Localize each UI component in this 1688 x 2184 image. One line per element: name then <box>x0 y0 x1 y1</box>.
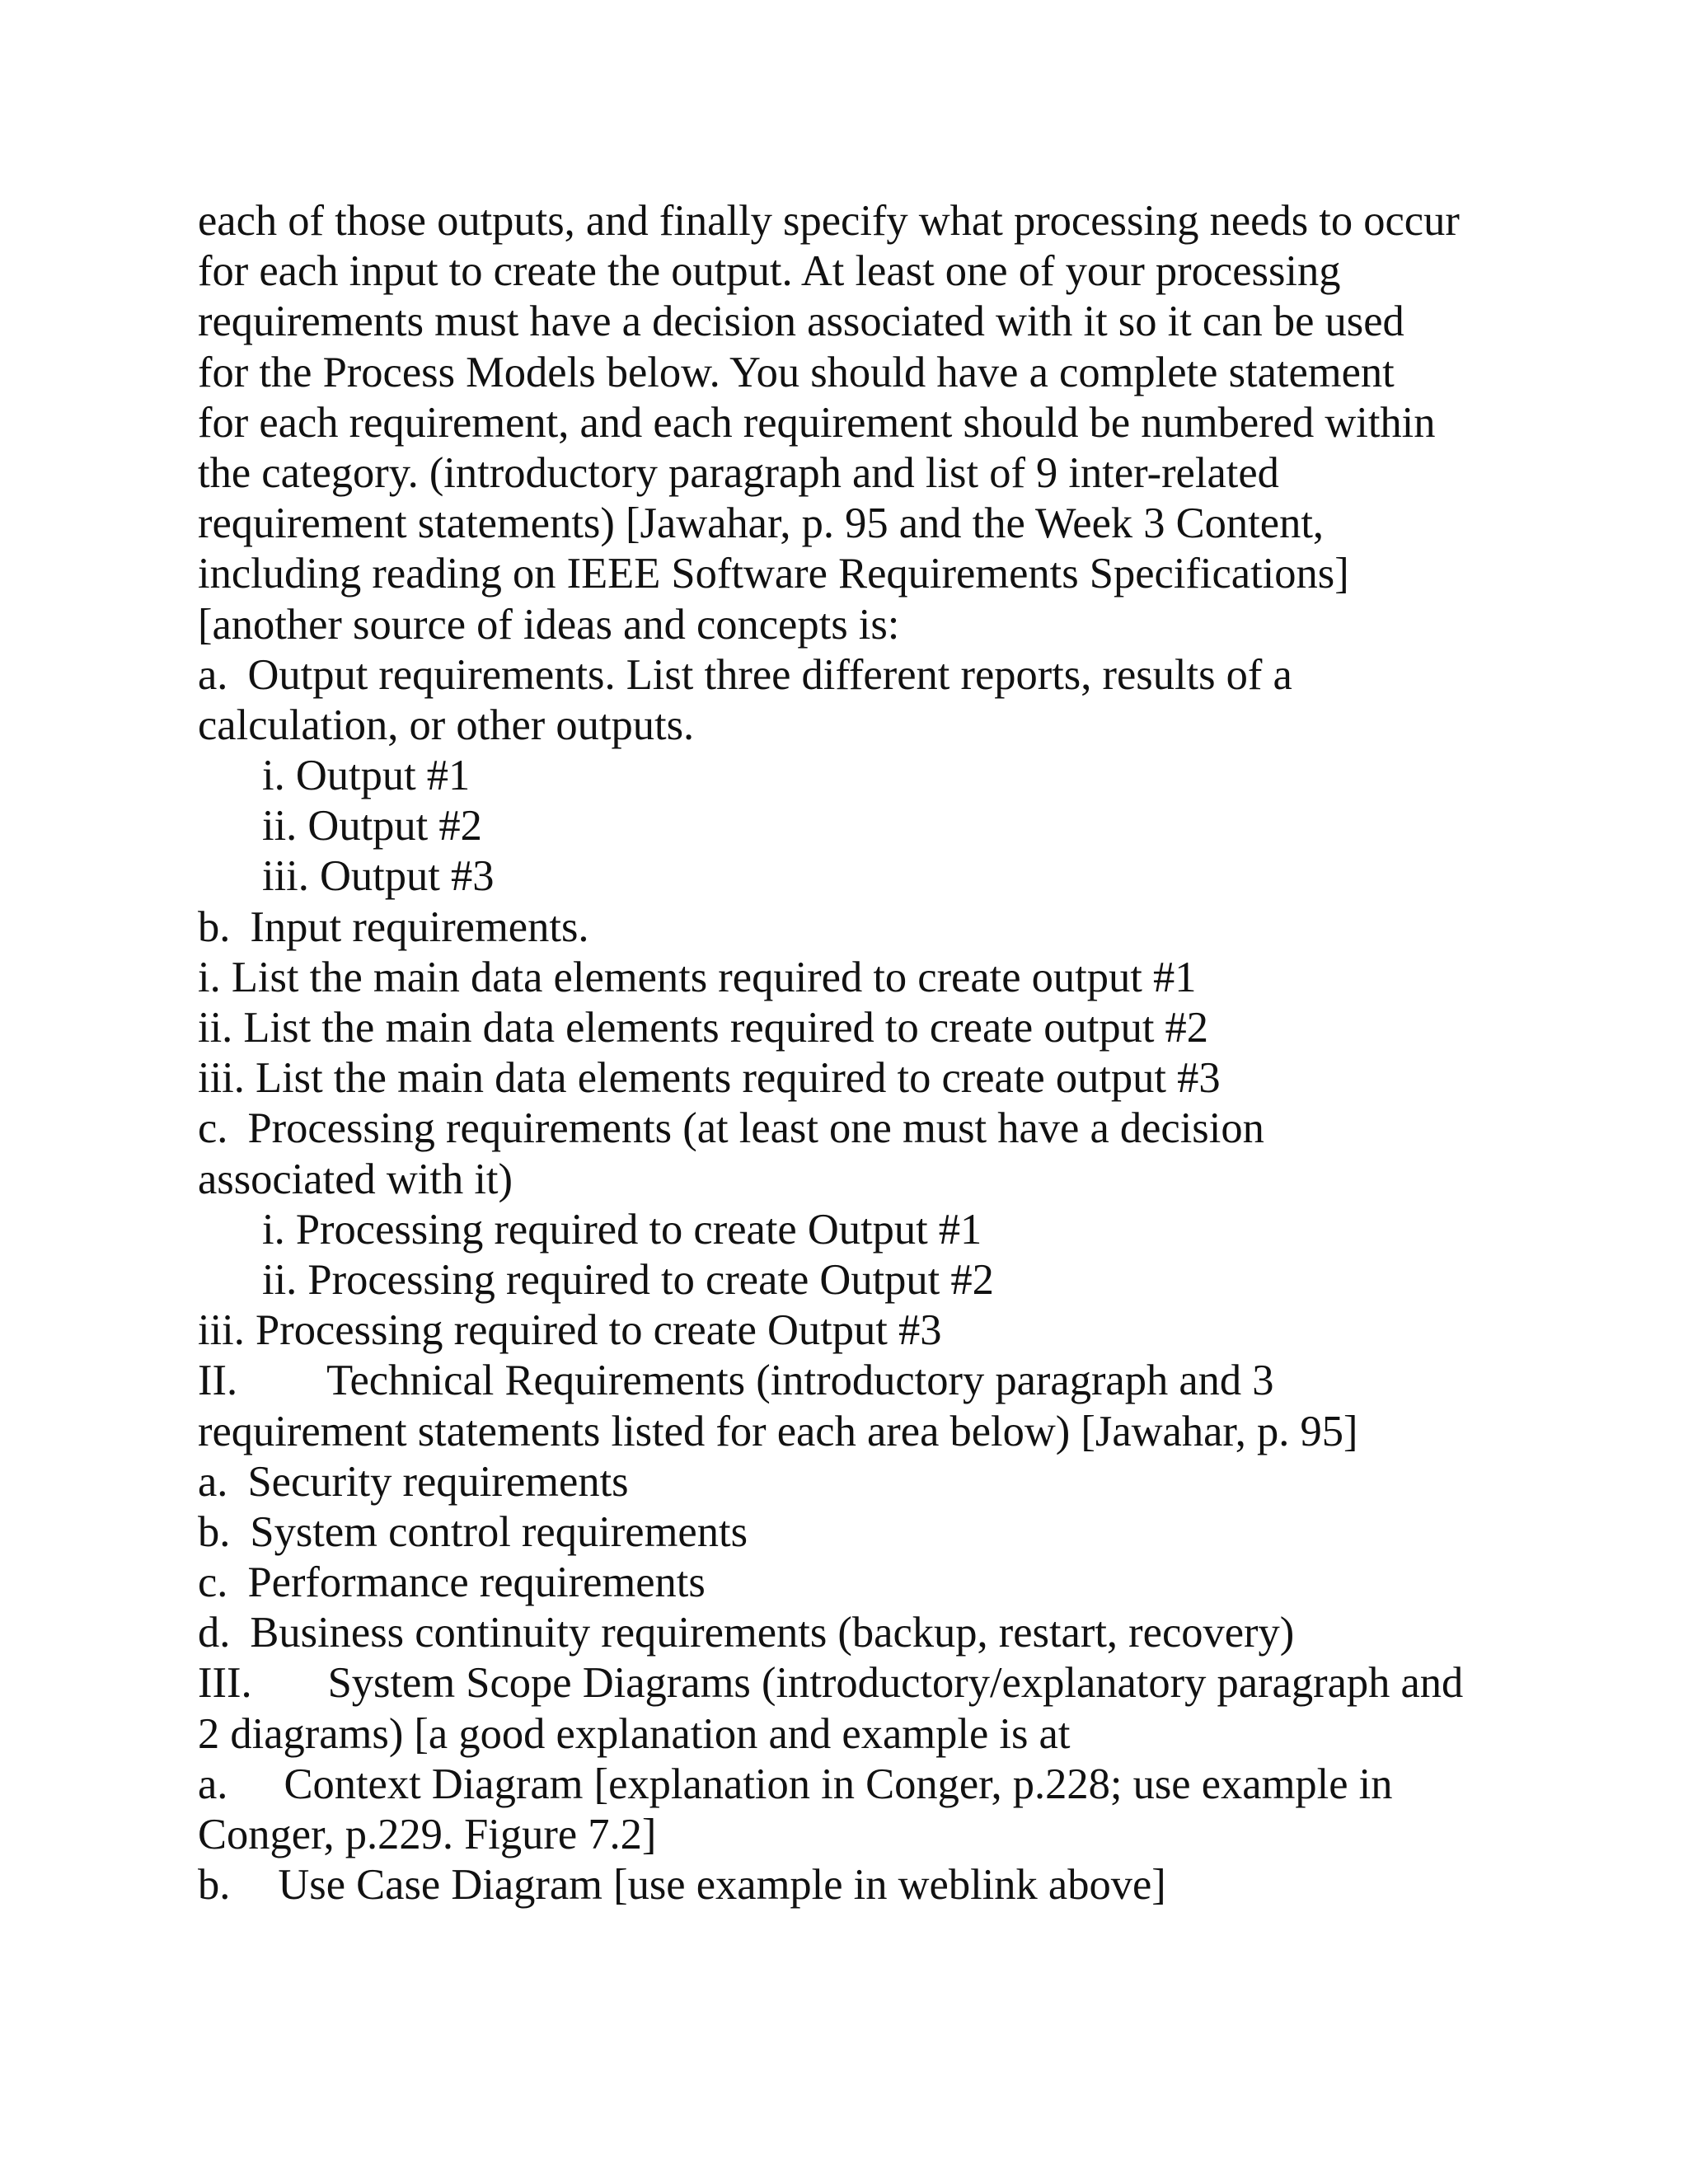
context-diagram-item <box>198 1760 1517 1810</box>
input-item: ii. List the main data elements required to create output #2 <box>198 1004 1209 1052</box>
technical-item <box>198 1558 1517 1608</box>
use-case-diagram-item <box>198 1860 1517 1910</box>
list-marker: c. <box>198 1558 228 1607</box>
technical-requirements-heading <box>198 1356 1517 1406</box>
list-text: System control requirements <box>250 1507 748 1556</box>
intro-line: requirement statements) [Jawahar, p. 95 and the Week 3 Content, <box>198 499 1325 548</box>
scope-diagrams-continuation: 2 diagrams) [a good explanation and example is at <box>198 1709 1071 1758</box>
section-text: System Scope Diagrams (introductory/explanatory paragraph and <box>327 1659 1464 1708</box>
input-item: i. List the main data elements required to create output #1 <box>198 953 1197 1001</box>
list-text: Business continuity requirements (backup, restart, recovery) <box>250 1609 1295 1657</box>
intro-line: for each input to create the output. At least one of your processing <box>198 247 1341 296</box>
intro-line: requirements must have a decision associated with it so it can be used <box>198 298 1404 346</box>
output-item: ii. Output #2 <box>262 802 482 851</box>
list-marker: b. <box>198 1507 231 1556</box>
intro-line: [another source of ideas and concepts is: <box>198 600 900 649</box>
intro-line: for each requirement, and each requirement should be numbered within <box>198 398 1436 447</box>
output-requirements-continuation: calculation, or other outputs. <box>198 701 695 749</box>
list-text: Output requirements. List three different reports, results of a <box>247 650 1292 699</box>
processing-item: iii. Processing required to create Output #3 <box>198 1306 942 1355</box>
list-text: Context Diagram [explanation in Conger, p.228; use example in <box>284 1760 1393 1808</box>
list-marker: a. <box>198 1760 228 1808</box>
processing-item: ii. Processing required to create Output #2 <box>262 1255 994 1304</box>
section-text: Technical Requirements (introductory paragraph and 3 <box>326 1357 1274 1405</box>
output-item: i. Output #1 <box>262 752 471 800</box>
list-marker: c. <box>198 1104 228 1153</box>
list-marker: b. <box>198 902 231 951</box>
intro-line: including reading on IEEE Software Requirements Specifications] <box>198 550 1349 598</box>
context-diagram-continuation: Conger, p.229. Figure 7.2] <box>198 1811 657 1858</box>
output-requirements-heading <box>198 650 1517 701</box>
intro-line: the category. (introductory paragraph and list of 9 inter-related <box>198 448 1279 497</box>
intro-line: for the Process Models below. You should have a complete statement <box>198 348 1395 396</box>
section-numeral: II. <box>198 1357 238 1405</box>
input-item: iii. List the main data elements required to create output #3 <box>198 1054 1221 1103</box>
technical-item <box>198 1507 1517 1558</box>
scope-diagrams-heading <box>198 1658 1517 1708</box>
technical-item <box>198 1608 1517 1658</box>
technical-requirements-continuation: requirement statements listed for each area below) [Jawahar, p. 95] <box>198 1407 1358 1455</box>
section-numeral: III. <box>198 1659 252 1708</box>
output-item: iii. Output #3 <box>262 852 495 901</box>
input-requirements-heading <box>198 902 1517 953</box>
processing-requirements-continuation: associated with it) <box>198 1155 513 1203</box>
list-text: Input requirements. <box>250 902 589 951</box>
processing-requirements-heading <box>198 1104 1517 1154</box>
list-marker: d. <box>198 1609 231 1657</box>
technical-item <box>198 1457 1517 1507</box>
list-text: Use Case Diagram [use example in weblink above] <box>278 1861 1166 1910</box>
list-text: Security requirements <box>247 1457 629 1506</box>
list-marker: a. <box>198 1457 228 1506</box>
intro-line: each of those outputs, and finally specify what processing needs to occur <box>198 197 1460 245</box>
list-marker: b. <box>198 1861 231 1910</box>
processing-item: i. Processing required to create Output #1 <box>262 1205 982 1254</box>
list-text: Processing requirements (at least one must have a decision <box>247 1104 1264 1153</box>
document-text <box>198 196 1517 1910</box>
list-text: Performance requirements <box>247 1558 706 1607</box>
list-marker: a. <box>198 650 228 699</box>
